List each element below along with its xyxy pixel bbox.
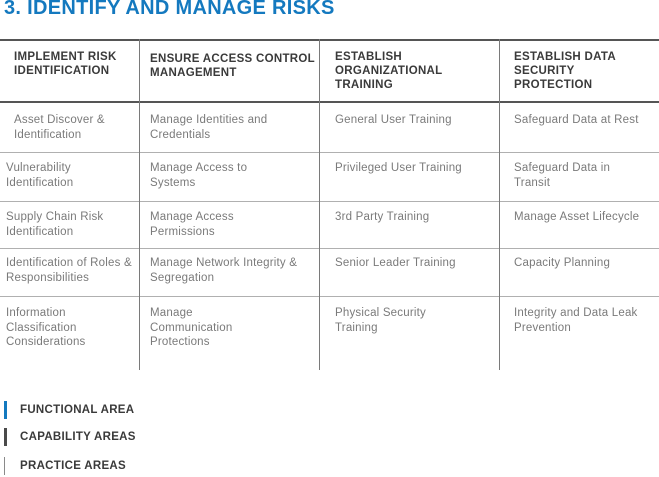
table-top-rule xyxy=(0,39,659,41)
table-cell: Privileged User Training xyxy=(335,162,462,174)
row-divider xyxy=(0,152,659,153)
legend-swatch xyxy=(4,428,7,446)
legend-label: PRACTICE AREAS xyxy=(20,460,127,472)
row-divider xyxy=(0,201,659,202)
column-divider xyxy=(139,39,140,370)
legend-swatch xyxy=(4,457,5,475)
column-header-data-security: ESTABLISH DATA SECURITY PROTECTION xyxy=(514,51,616,91)
table-header-rule xyxy=(0,101,659,103)
table-cell: Integrity and Data Leak Prevention xyxy=(514,307,638,334)
page-title: 3. IDENTIFY AND MANAGE RISKS xyxy=(4,0,335,19)
legend-label: CAPABILITY AREAS xyxy=(20,431,136,443)
column-header-access-control: ENSURE ACCESS CONTROL MANAGEMENT xyxy=(150,53,315,79)
table-cell: Senior Leader Training xyxy=(335,257,456,269)
table-cell: 3rd Party Training xyxy=(335,211,430,223)
table-cell: Supply Chain Risk Identification xyxy=(6,211,104,238)
table-cell: Asset Discover & Identification xyxy=(14,114,105,141)
table-cell: Manage Network Integrity & Segregation xyxy=(150,257,298,284)
table-cell: Manage Asset Lifecycle xyxy=(514,211,640,223)
table-cell: Safeguard Data in Transit xyxy=(514,162,611,189)
table-cell: Identification of Roles & Responsibilities xyxy=(6,257,132,284)
column-header-risk-identification: IMPLEMENT RISK IDENTIFICATION xyxy=(14,51,117,77)
table-cell: Manage Access Permissions xyxy=(150,211,234,238)
column-divider xyxy=(319,39,320,370)
row-divider xyxy=(0,296,659,297)
table-cell: Manage Access to Systems xyxy=(150,162,248,189)
table-cell: Information Classification Considerations xyxy=(6,307,86,348)
legend-swatch xyxy=(4,401,7,419)
row-divider xyxy=(0,248,659,249)
table-cell: Safeguard Data at Rest xyxy=(514,114,639,126)
column-divider xyxy=(499,39,500,370)
table-cell: Manage Identities and Credentials xyxy=(150,114,268,141)
legend-label: FUNCTIONAL AREA xyxy=(20,404,135,416)
table-cell: Physical Security Training xyxy=(335,307,426,334)
table-cell: Manage Communication Protections xyxy=(150,307,233,348)
table-cell: Capacity Planning xyxy=(514,257,611,269)
column-header-organizational-training: ESTABLISH ORGANIZATIONAL TRAINING xyxy=(335,51,443,91)
table-cell: Vulnerability Identification xyxy=(6,162,74,189)
table-cell: General User Training xyxy=(335,114,452,126)
